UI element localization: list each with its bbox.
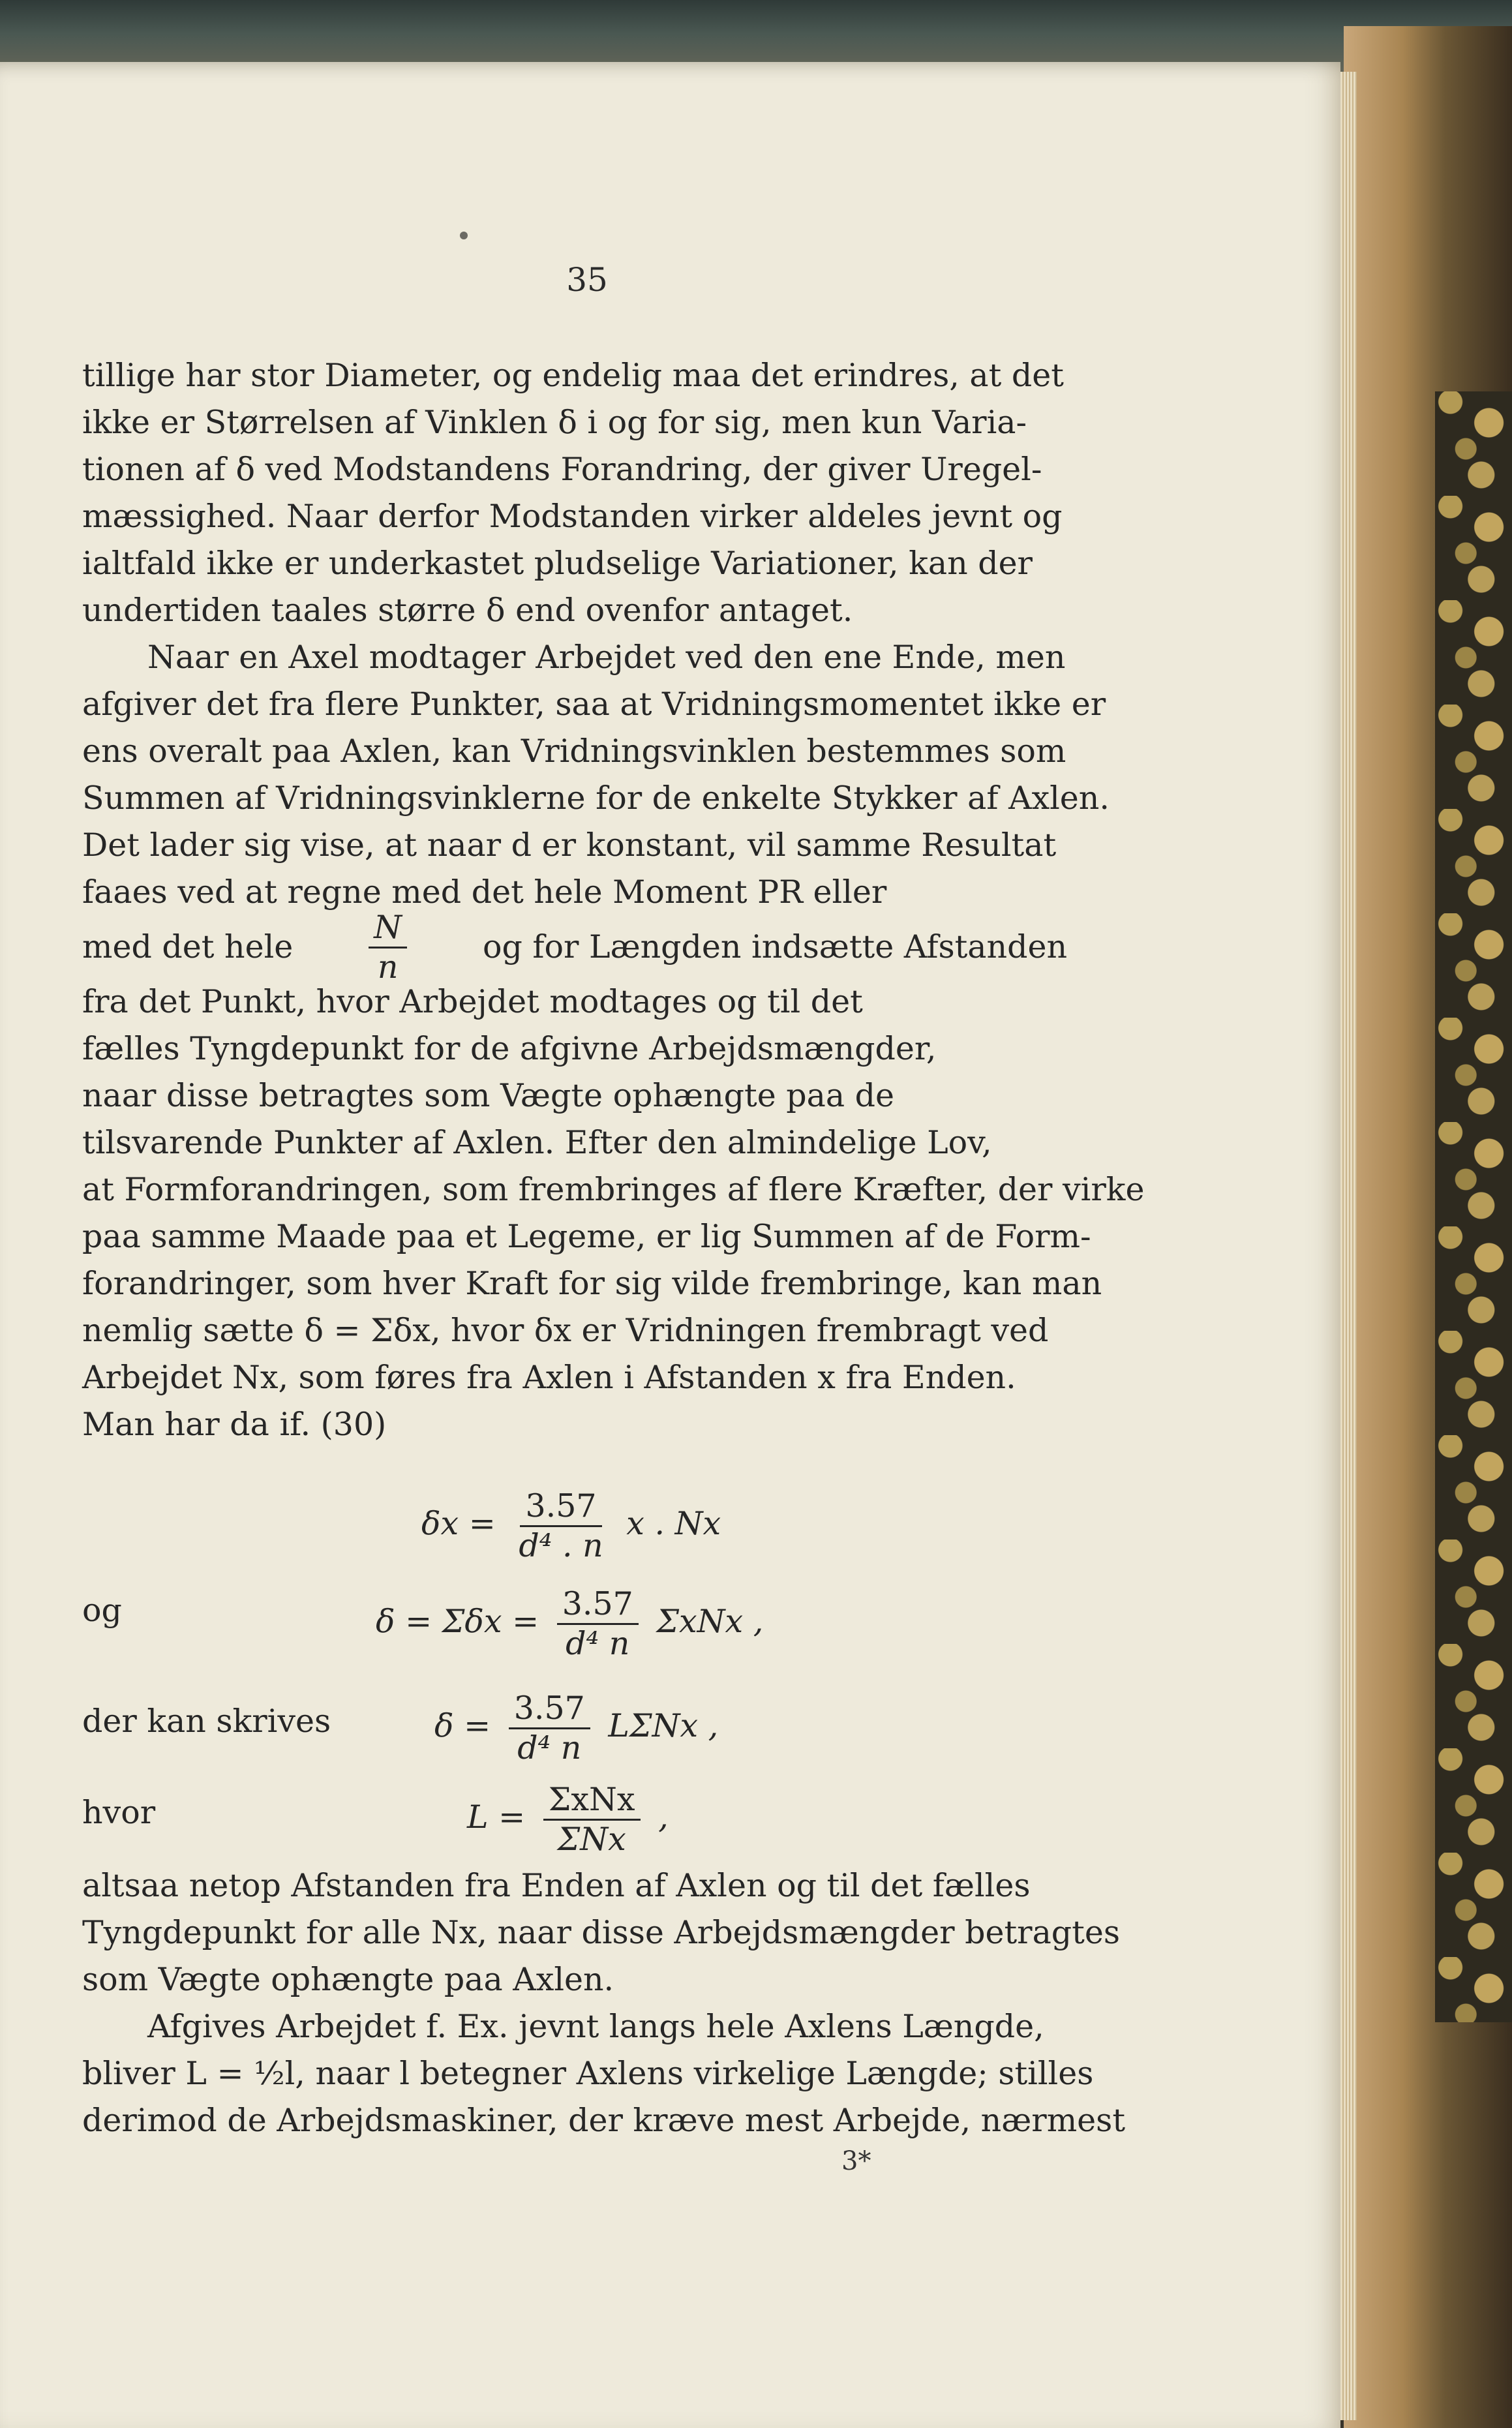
formula-rhs: LΣNx , [608,1707,719,1744]
formula-fraction [543,1781,641,1859]
text-line: Afgives Arbejdet f. Ex. jevnt langs hele Axlens Længde, [147,2008,1044,2045]
text-line: tillige har stor Diameter, og endelig maa det erindres, at det [82,357,1064,394]
text-line: tionen af δ ved Modstandens Forandring, der giver Uregel- [82,451,1042,488]
text-line: bliver L = ½l, naar l betegner Axlens virkelige Længde; stilles [82,2055,1094,2092]
text-line: afgiver det fra flere Punkter, saa at Vridningsmomentet ikke er [82,686,1106,723]
text-line: undertiden taales større δ end ovenfor antaget. [82,592,853,629]
text-line: mæssighed. Naar derfor Modstanden virker aldeles jevnt og [82,498,1063,535]
marbled-cover [1435,391,1512,2022]
formula-denominator: d⁴ . n [519,1527,603,1564]
signature-mark: 3* [841,2146,871,2176]
text-line: fælles Tyngdepunkt for de afgivne Arbejdsmængder, [82,1030,937,1067]
ink-dot [460,232,468,239]
text-line: Tyngdepunkt for alle Nx, naar disse Arbejdsmængder betragtes [82,1914,1120,1951]
formula-rhs: , [658,1798,669,1836]
formula-lhs: δ = Σδx = [376,1603,539,1640]
formula-lhs: L = [467,1798,526,1836]
text-line: naar disse betragtes som Vægte ophængte paa de [82,1077,895,1114]
fraction-line-after: og for Længden indsætte Afstanden [482,928,1067,965]
formula-denominator: ΣNx [557,1821,626,1858]
text-line: ikke er Størrelsen af Vinklen δ i og for sig, men kun Varia- [82,404,1027,441]
formula-numerator: 3.57 [509,1690,590,1729]
formula-numerator: ΣxNx [543,1781,641,1821]
formula-rhs: ΣxNx , [656,1603,764,1640]
formula-label: der kan skrives [82,1703,331,1740]
formula-label: hvor [82,1794,156,1831]
page-number: 35 [566,261,608,299]
text-line: derimod de Arbejdsmaskiner, der kræve mest Arbejde, nærmest [82,2102,1126,2139]
text-line: fra det Punkt, hvor Arbejdet modtages og til det [82,983,863,1020]
text-line: ens overalt paa Axlen, kan Vridningsvinklen bestemmes som [82,733,1066,770]
formula-lhs: δx = [421,1505,496,1542]
formula-label: og [82,1592,122,1629]
text-line: Man har da if. (30) [82,1406,387,1443]
formula-fraction [513,1487,608,1565]
n-over-n-fraction [369,909,407,986]
fraction-numerator: N [369,909,407,948]
closing-text [82,1862,1126,2144]
text-line: at Formforandringen, som frembringes af flere Kræfter, der virke [82,1171,1145,1208]
text-line: tilsvarende Punkter af Axlen. Efter den almindelige Lov, [82,1124,992,1161]
formula-fraction [509,1690,590,1767]
text-line: Det lader sig vise, at naar d er konstant, vil samme Resultat [82,827,1057,864]
formula-denominator: d⁴ n [566,1625,630,1662]
formula-numerator: 3.57 [557,1585,639,1625]
body-text [82,352,1145,1448]
text-line: faaes ved at regne med det hele Moment PR eller [82,873,887,911]
text-line: altsaa netop Afstanden fra Enden af Axlen og til det fælles [82,1867,1031,1904]
text-line: Naar en Axel modtager Arbejdet ved den ene Ende, men [147,639,1066,676]
fraction-line-before: med det hele [82,928,294,965]
fraction-line [82,908,1067,986]
formula-3 [82,1670,1067,1767]
formula-numerator: 3.57 [520,1487,601,1527]
formula-fraction [557,1585,639,1663]
text-line: Summen af Vridningsvinklerne for de enkelte Stykker af Axlen. [82,780,1110,817]
text-line: nemlig sætte δ = Σδx, hvor δx er Vridningen frembragt ved [82,1312,1049,1349]
text-line: Arbejdet Nx, som føres fra Axlen i Afstanden x fra Enden. [82,1359,1016,1396]
formula-rhs: x . Nx [626,1505,721,1542]
formula-4 [82,1761,1067,1858]
formula-1 [82,1468,1067,1564]
text-line: paa samme Maade paa et Legeme, er lig Summen af de Form- [82,1218,1091,1255]
text-line: ialtfald ikke er underkastet pludselige Variationer, kan der [82,545,1033,582]
fraction-denominator: n [377,948,399,986]
formula-denominator: d⁴ n [517,1729,582,1767]
text-line: forandringer, som hver Kraft for sig vilde frembringe, kan man [82,1265,1102,1302]
formula-2 [82,1566,1067,1662]
formula-lhs: δ = [434,1707,491,1744]
text-line: som Vægte ophængte paa Axlen. [82,1961,614,1998]
